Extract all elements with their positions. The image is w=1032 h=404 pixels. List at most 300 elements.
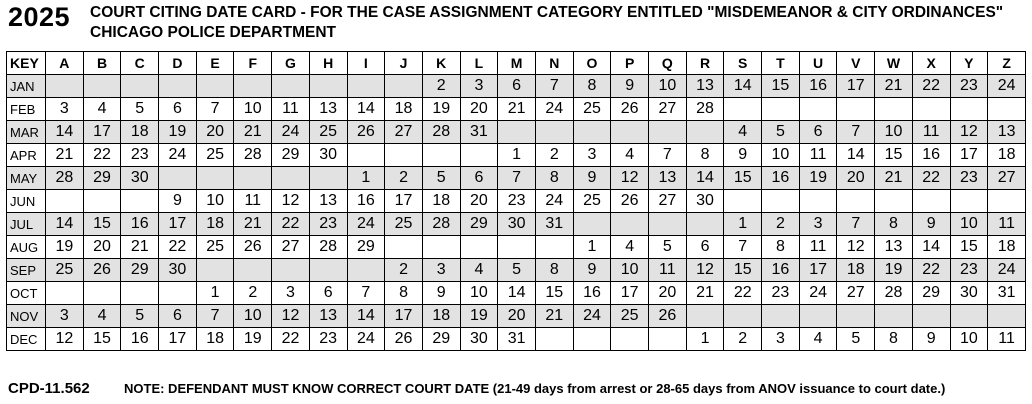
date-cell: 10 (196, 190, 234, 213)
letter-header-h: H (309, 52, 347, 75)
month-row-nov (7, 305, 1026, 328)
date-cell (950, 190, 988, 213)
month-row-apr (7, 144, 1026, 167)
date-cell: 19 (422, 98, 460, 121)
date-cell: 7 (535, 75, 573, 98)
date-cell (611, 121, 649, 144)
date-cell: 27 (837, 282, 875, 305)
date-cell: 10 (950, 213, 988, 236)
date-cell: 13 (988, 121, 1026, 144)
date-cell: 19 (46, 236, 84, 259)
date-cell: 3 (573, 144, 611, 167)
date-cell: 8 (535, 259, 573, 282)
date-cell: 25 (573, 190, 611, 213)
date-cell: 2 (234, 282, 272, 305)
date-cell (46, 282, 84, 305)
date-cell: 17 (159, 213, 197, 236)
date-cell (950, 98, 988, 121)
date-cell: 1 (196, 282, 234, 305)
form-code: CPD-11.562 (8, 380, 90, 397)
date-cell: 5 (121, 305, 159, 328)
date-cell: 17 (611, 282, 649, 305)
date-cell (762, 98, 800, 121)
month-label: APR (7, 144, 46, 167)
date-cell (799, 305, 837, 328)
date-cell (762, 305, 800, 328)
date-cell (573, 328, 611, 351)
date-cell: 25 (309, 121, 347, 144)
date-cell: 7 (347, 282, 385, 305)
date-cell: 22 (724, 282, 762, 305)
date-cell: 15 (724, 259, 762, 282)
date-cell: 11 (234, 190, 272, 213)
date-cell (498, 121, 536, 144)
date-cell (535, 236, 573, 259)
date-cell (385, 75, 423, 98)
date-cell: 28 (46, 167, 84, 190)
date-cell (159, 167, 197, 190)
letter-header-u: U (799, 52, 837, 75)
date-cell: 20 (837, 167, 875, 190)
letter-header-i: I (347, 52, 385, 75)
date-cell: 31 (988, 282, 1026, 305)
date-cell (611, 213, 649, 236)
card-title: COURT CITING DATE CARD - FOR THE CASE ASSIGNMENT CATEGORY ENTITLED "MISDEMEANOR & CITY ORDINANCES" (90, 4, 1004, 21)
date-cell: 10 (762, 144, 800, 167)
date-cell: 3 (799, 213, 837, 236)
date-cell: 9 (611, 75, 649, 98)
date-cell: 24 (347, 328, 385, 351)
date-cell (611, 328, 649, 351)
date-cell: 14 (498, 282, 536, 305)
date-cell (460, 144, 498, 167)
date-cell: 24 (535, 98, 573, 121)
date-cell (196, 167, 234, 190)
date-cell: 28 (875, 282, 913, 305)
date-cell: 12 (272, 190, 310, 213)
date-cell: 15 (950, 236, 988, 259)
date-cell: 29 (121, 259, 159, 282)
date-cell: 23 (498, 190, 536, 213)
date-cell: 10 (950, 328, 988, 351)
month-label: MAY (7, 167, 46, 190)
letter-header-b: B (83, 52, 121, 75)
date-cell: 24 (272, 121, 310, 144)
month-label: DEC (7, 328, 46, 351)
date-cell: 23 (950, 259, 988, 282)
date-cell (912, 305, 950, 328)
letter-header-k: K (422, 52, 460, 75)
date-cell (837, 98, 875, 121)
date-cell: 1 (686, 328, 724, 351)
date-cell: 7 (196, 305, 234, 328)
year: 2025 (8, 2, 71, 32)
date-cell: 9 (724, 144, 762, 167)
date-cell: 17 (83, 121, 121, 144)
date-cell (46, 190, 84, 213)
date-cell: 15 (762, 75, 800, 98)
date-cell (649, 213, 687, 236)
date-cell: 8 (535, 167, 573, 190)
date-cell: 6 (686, 236, 724, 259)
date-cell: 15 (724, 167, 762, 190)
date-cell: 29 (272, 144, 310, 167)
date-cell (309, 167, 347, 190)
letter-header-w: W (875, 52, 913, 75)
date-cell: 22 (272, 213, 310, 236)
date-cell: 10 (234, 305, 272, 328)
date-cell: 14 (912, 236, 950, 259)
date-cell: 9 (573, 259, 611, 282)
date-cell: 17 (837, 75, 875, 98)
date-cell: 27 (649, 98, 687, 121)
date-cell: 14 (724, 75, 762, 98)
date-cell: 23 (309, 213, 347, 236)
date-cell (762, 190, 800, 213)
date-cell: 1 (347, 167, 385, 190)
date-cell (347, 75, 385, 98)
date-cell: 19 (460, 305, 498, 328)
date-cell: 14 (347, 98, 385, 121)
date-cell: 20 (460, 98, 498, 121)
date-cell: 12 (272, 305, 310, 328)
date-cell: 23 (950, 75, 988, 98)
date-cell (535, 328, 573, 351)
date-cell: 2 (535, 144, 573, 167)
date-cell: 24 (988, 259, 1026, 282)
letter-header-x: X (912, 52, 950, 75)
date-cell (837, 305, 875, 328)
date-cell: 10 (234, 98, 272, 121)
date-cell: 13 (309, 98, 347, 121)
date-cell (649, 121, 687, 144)
date-cell (875, 305, 913, 328)
date-cell: 24 (799, 282, 837, 305)
date-cell: 18 (988, 236, 1026, 259)
date-cell: 25 (611, 305, 649, 328)
date-cell: 29 (347, 236, 385, 259)
court-date-table (6, 51, 1026, 351)
date-cell: 26 (347, 121, 385, 144)
date-cell: 18 (121, 121, 159, 144)
date-cell (498, 236, 536, 259)
date-cell (272, 75, 310, 98)
date-cell: 7 (837, 121, 875, 144)
date-cell: 15 (83, 328, 121, 351)
date-cell: 17 (385, 305, 423, 328)
letter-header-g: G (272, 52, 310, 75)
date-cell (686, 305, 724, 328)
date-cell (686, 121, 724, 144)
month-row-jan (7, 75, 1026, 98)
date-cell: 2 (385, 167, 423, 190)
date-cell: 25 (46, 259, 84, 282)
date-cell: 13 (649, 167, 687, 190)
date-cell: 17 (159, 328, 197, 351)
date-cell (724, 190, 762, 213)
date-cell: 8 (875, 213, 913, 236)
date-cell: 16 (762, 259, 800, 282)
date-cell: 4 (83, 305, 121, 328)
date-cell: 9 (573, 167, 611, 190)
date-cell: 16 (799, 75, 837, 98)
date-cell: 19 (875, 259, 913, 282)
date-cell: 24 (573, 305, 611, 328)
date-cell: 16 (573, 282, 611, 305)
date-cell: 11 (988, 328, 1026, 351)
date-cell: 26 (649, 305, 687, 328)
date-cell (950, 305, 988, 328)
date-cell (121, 282, 159, 305)
month-label: NOV (7, 305, 46, 328)
date-cell: 15 (875, 144, 913, 167)
date-cell: 5 (649, 236, 687, 259)
date-cell (912, 98, 950, 121)
letter-header-y: Y (950, 52, 988, 75)
date-cell: 21 (686, 282, 724, 305)
date-cell: 19 (234, 328, 272, 351)
date-cell: 6 (498, 75, 536, 98)
date-cell (875, 190, 913, 213)
date-cell: 22 (83, 144, 121, 167)
date-cell: 17 (950, 144, 988, 167)
date-cell: 8 (686, 144, 724, 167)
date-cell (272, 259, 310, 282)
date-cell: 28 (234, 144, 272, 167)
date-cell: 30 (950, 282, 988, 305)
department-name: CHICAGO POLICE DEPARTMENT (90, 24, 336, 41)
date-cell: 26 (385, 328, 423, 351)
date-cell (799, 98, 837, 121)
date-cell: 5 (762, 121, 800, 144)
month-row-sep (7, 259, 1026, 282)
date-cell: 11 (799, 144, 837, 167)
date-cell: 8 (762, 236, 800, 259)
date-cell: 2 (724, 328, 762, 351)
date-cell: 24 (159, 144, 197, 167)
date-cell: 16 (912, 144, 950, 167)
date-cell: 26 (611, 190, 649, 213)
date-cell: 9 (912, 213, 950, 236)
date-cell: 10 (649, 75, 687, 98)
footer-note: NOTE: DEFENDANT MUST KNOW CORRECT COURT DATE (21-49 days from arrest or 28-65 days from ANOV issuance to court date.) (124, 381, 946, 396)
date-cell: 4 (724, 121, 762, 144)
letter-header-e: E (196, 52, 234, 75)
date-cell: 18 (196, 213, 234, 236)
date-cell: 23 (121, 144, 159, 167)
date-cell: 21 (234, 213, 272, 236)
date-cell: 3 (46, 98, 84, 121)
date-cell (159, 282, 197, 305)
date-cell (988, 190, 1026, 213)
date-cell: 5 (121, 98, 159, 121)
date-cell: 3 (460, 75, 498, 98)
date-cell (573, 121, 611, 144)
date-cell: 18 (385, 98, 423, 121)
date-cell: 16 (121, 213, 159, 236)
date-cell: 18 (988, 144, 1026, 167)
date-cell: 23 (762, 282, 800, 305)
letter-header-v: V (837, 52, 875, 75)
date-cell: 24 (535, 190, 573, 213)
date-cell (46, 75, 84, 98)
date-cell: 7 (196, 98, 234, 121)
date-cell: 1 (724, 213, 762, 236)
date-cell: 21 (46, 144, 84, 167)
month-row-mar (7, 121, 1026, 144)
letter-header-o: O (573, 52, 611, 75)
letter-header-z: Z (988, 52, 1026, 75)
date-cell: 3 (422, 259, 460, 282)
date-cell: 13 (309, 190, 347, 213)
date-cell: 9 (422, 282, 460, 305)
month-row-feb (7, 98, 1026, 121)
date-cell: 6 (460, 167, 498, 190)
letter-header-c: C (121, 52, 159, 75)
date-cell: 4 (611, 236, 649, 259)
date-cell: 25 (573, 98, 611, 121)
date-cell: 11 (649, 259, 687, 282)
date-cell: 22 (272, 328, 310, 351)
date-cell (234, 75, 272, 98)
letter-header-n: N (535, 52, 573, 75)
date-cell: 2 (762, 213, 800, 236)
date-cell: 7 (837, 213, 875, 236)
date-cell: 7 (498, 167, 536, 190)
date-cell: 4 (460, 259, 498, 282)
month-row-dec (7, 328, 1026, 351)
date-cell (875, 98, 913, 121)
date-cell (234, 167, 272, 190)
letter-header-a: A (46, 52, 84, 75)
date-cell (912, 190, 950, 213)
date-cell (837, 190, 875, 213)
date-cell: 11 (272, 98, 310, 121)
date-cell (724, 98, 762, 121)
date-cell: 6 (159, 305, 197, 328)
letter-header-j: J (385, 52, 423, 75)
month-row-jun (7, 190, 1026, 213)
date-cell: 29 (912, 282, 950, 305)
date-cell: 20 (460, 190, 498, 213)
date-cell: 6 (799, 121, 837, 144)
date-cell: 31 (498, 328, 536, 351)
date-cell: 15 (83, 213, 121, 236)
date-cell: 11 (912, 121, 950, 144)
date-cell (196, 259, 234, 282)
letter-header-l: L (460, 52, 498, 75)
date-cell: 12 (686, 259, 724, 282)
date-cell: 21 (498, 98, 536, 121)
date-cell: 14 (46, 121, 84, 144)
date-cell: 28 (422, 121, 460, 144)
date-cell: 30 (309, 144, 347, 167)
date-cell: 3 (272, 282, 310, 305)
date-cell: 29 (83, 167, 121, 190)
date-cell: 22 (912, 75, 950, 98)
date-cell: 11 (799, 236, 837, 259)
date-cell: 8 (385, 282, 423, 305)
letter-header-s: S (724, 52, 762, 75)
date-cell: 30 (121, 167, 159, 190)
date-cell: 24 (347, 213, 385, 236)
date-cell: 20 (498, 305, 536, 328)
date-cell (422, 236, 460, 259)
letter-header-m: M (498, 52, 536, 75)
month-label: MAR (7, 121, 46, 144)
date-cell: 5 (498, 259, 536, 282)
date-cell: 28 (309, 236, 347, 259)
date-cell: 30 (460, 328, 498, 351)
month-label: OCT (7, 282, 46, 305)
header-row (7, 52, 1026, 75)
date-cell: 16 (762, 167, 800, 190)
date-cell: 23 (309, 328, 347, 351)
date-cell: 12 (46, 328, 84, 351)
date-cell: 6 (159, 98, 197, 121)
date-cell (573, 213, 611, 236)
date-cell: 14 (837, 144, 875, 167)
letter-header-d: D (159, 52, 197, 75)
date-cell: 9 (159, 190, 197, 213)
month-label: JAN (7, 75, 46, 98)
month-label: SEP (7, 259, 46, 282)
date-cell (460, 236, 498, 259)
date-cell (649, 328, 687, 351)
date-cell (83, 282, 121, 305)
date-cell: 31 (460, 121, 498, 144)
date-cell: 24 (988, 75, 1026, 98)
date-cell: 22 (159, 236, 197, 259)
date-cell: 11 (988, 213, 1026, 236)
date-cell (347, 144, 385, 167)
date-cell: 28 (422, 213, 460, 236)
date-cell: 2 (385, 259, 423, 282)
date-cell: 21 (121, 236, 159, 259)
date-cell: 12 (611, 167, 649, 190)
date-cell: 17 (799, 259, 837, 282)
date-cell: 7 (724, 236, 762, 259)
date-cell: 5 (837, 328, 875, 351)
date-cell: 26 (83, 259, 121, 282)
letter-header-q: Q (649, 52, 687, 75)
date-cell: 22 (912, 259, 950, 282)
date-cell (686, 213, 724, 236)
date-cell: 26 (611, 98, 649, 121)
date-cell: 28 (686, 98, 724, 121)
date-cell: 31 (535, 213, 573, 236)
date-cell: 27 (385, 121, 423, 144)
month-row-oct (7, 282, 1026, 305)
date-cell: 16 (347, 190, 385, 213)
month-row-jul (7, 213, 1026, 236)
date-cell: 18 (837, 259, 875, 282)
date-cell (309, 259, 347, 282)
date-cell: 21 (234, 121, 272, 144)
date-cell: 30 (159, 259, 197, 282)
date-cell: 21 (875, 167, 913, 190)
date-cell: 20 (649, 282, 687, 305)
date-cell: 15 (535, 282, 573, 305)
date-cell: 21 (535, 305, 573, 328)
date-cell: 12 (950, 121, 988, 144)
date-cell (988, 98, 1026, 121)
date-cell (799, 190, 837, 213)
date-cell (309, 75, 347, 98)
date-cell: 27 (988, 167, 1026, 190)
date-cell (385, 144, 423, 167)
date-cell: 18 (196, 328, 234, 351)
